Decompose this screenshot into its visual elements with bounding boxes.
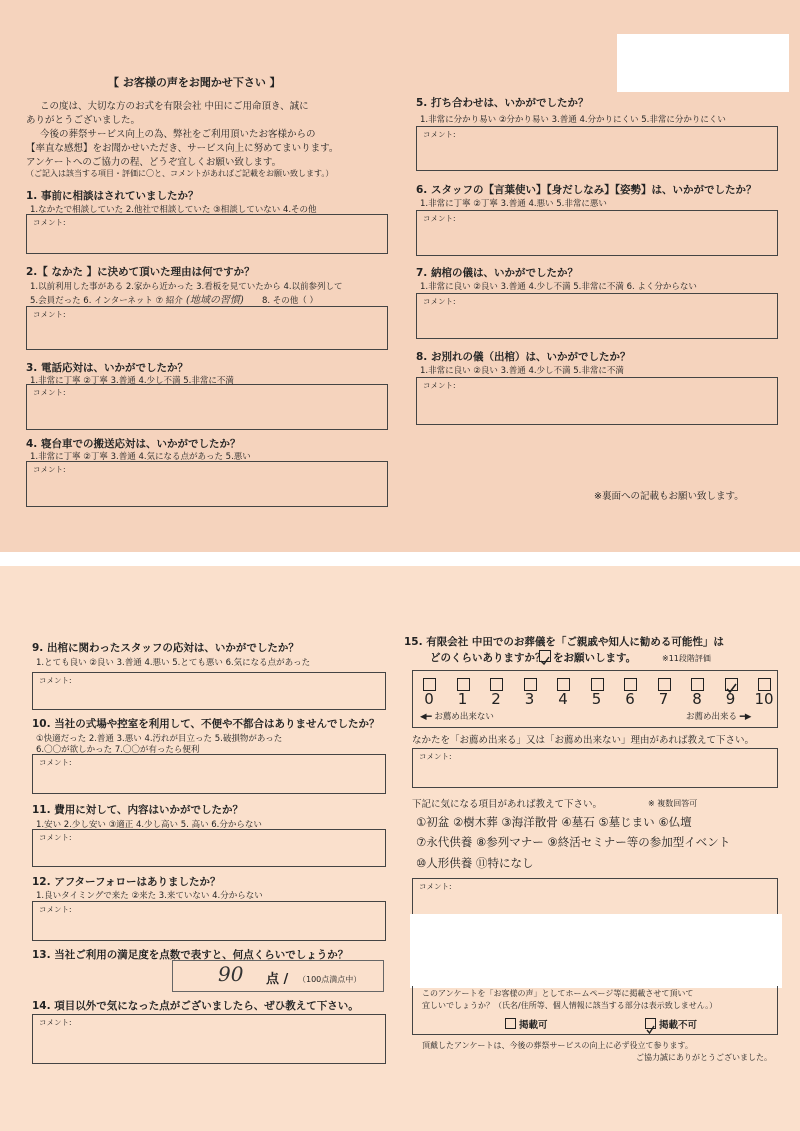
- question-12-options: 1.良いタイミングで来た ②来た 3.来ていない 4.分からない: [36, 891, 263, 901]
- intro-line: 【率直な感想】をお聞かせいただき、サービス向上に努めてまいります。: [26, 143, 339, 154]
- redacted-area: [410, 914, 782, 988]
- consent-allow-checkbox[interactable]: [505, 1018, 516, 1029]
- arrow-right-icon: ━▶: [737, 712, 752, 722]
- question-2-options: 5.会員だった 6. インターネット ⑦ 紹介: [30, 296, 183, 306]
- scale-right-label: [686, 710, 751, 722]
- score-unit: 点 /: [266, 972, 289, 987]
- question-10-options: 6.〇〇が欲しかった 7.〇〇が有ったら便利: [36, 745, 200, 755]
- intro-line: （ご記入は該当する項目・評価に〇と、コメントがあればご記載をお願い致します。）: [26, 169, 334, 178]
- question-10-options: ①快適だった 2.普通 3.悪い 4.汚れが目立った 5.破損物があった: [36, 734, 283, 744]
- reason-box[interactable]: [412, 748, 778, 788]
- survey-back-page: [0, 566, 800, 1131]
- comment-box-14[interactable]: [32, 1014, 386, 1064]
- scale-note: ※11段階評価: [662, 654, 711, 663]
- interest-options: ①初盆 ②樹木葬 ③海洋散骨 ④墓石 ⑤墓じまい ⑥仏壇: [416, 815, 692, 829]
- question-11-options: 1.安い 2.少し安い ③適正 4.少し高い 5. 高い 6.分からない: [36, 820, 262, 830]
- question-8-options: 1.非常に良い ②良い 3.普通 4.少し不満 5.非常に不満: [420, 366, 624, 376]
- satisfaction-score[interactable]: 90: [218, 962, 244, 986]
- comment-label: コメント:: [33, 388, 66, 397]
- survey-front-page: [0, 0, 800, 552]
- question-11: 11. 費用に対して、内容はいかがでしたか？: [32, 804, 244, 816]
- question-14: 14. 項目以外で気になった点がございましたら、ぜひ教えて下さい。: [32, 1000, 359, 1012]
- question-1-options: 1.なかたで相談していた 2.他社で相談していた ③相談していない 4.その他: [30, 205, 317, 215]
- comment-label: コメント:: [39, 833, 72, 842]
- question-4-options: 1.非常に丁寧 ②丁寧 3.普通 4.気になる点があった 5.悪い: [30, 452, 251, 462]
- intro-line: ありがとうございました。: [26, 115, 141, 126]
- scale-right-text: お薦め出来る: [686, 712, 738, 722]
- comment-label: コメント:: [33, 218, 66, 227]
- comment-label: コメント:: [423, 130, 456, 139]
- comment-label: コメント:: [423, 297, 456, 306]
- question-6-options: 1.非常に丁寧 ②丁寧 3.普通 4.悪い 5.非常に悪い: [420, 199, 607, 209]
- rating-number: 10: [754, 690, 774, 708]
- interest-options: ⑩人形供養 ⑪特になし: [416, 856, 534, 870]
- redacted-area: [617, 34, 789, 92]
- handwritten-answer: (地域の習慣): [186, 295, 244, 306]
- comment-box-4[interactable]: [26, 461, 388, 507]
- interest-prompt: 下記に気になる項目があれば教えて下さい。: [412, 799, 603, 810]
- question-15-line3: をお願いします。: [553, 652, 637, 664]
- rating-number: 3: [524, 690, 535, 708]
- comment-box-16[interactable]: [412, 878, 778, 918]
- question-4: 4. 寝台車での搬送応対は、いかがでしたか？: [26, 438, 241, 450]
- comment-label: コメント:: [419, 882, 452, 891]
- rating-number: 6: [625, 690, 635, 708]
- question-9-options: 1.とても良い ②良い 3.普通 4.悪い 5.とても悪い 6.気になる点があった: [36, 658, 311, 668]
- intro-line: この度は、大切な方のお式を有限会社 中田にご用命頂き、誠に: [40, 101, 309, 112]
- consent-deny-label: 掲載不可: [659, 1020, 698, 1031]
- comment-box-10[interactable]: [32, 754, 386, 794]
- rating-number: 9: [725, 690, 736, 708]
- check-sample-icon: [539, 650, 551, 662]
- question-2-options: 8. その他（ ）: [262, 296, 319, 306]
- comment-box-2[interactable]: [26, 306, 388, 350]
- question-5-options: 1.非常に分かり易い ②分かり易い 3.普通 4.分かりにくい 5.非常に分かりにくい: [420, 115, 726, 125]
- question-3-options: 1.非常に丁寧 ②丁寧 3.普通 4.少し不満 5.非常に不満: [30, 376, 234, 386]
- question-5: 5. 打ち合わせは、いかがでしたか？: [416, 97, 589, 109]
- arrow-left-icon: ◀━: [420, 712, 435, 722]
- question-15: 15. 有限会社 中田でのお葬儀を「ご親戚や知人に勧める可能性」は: [404, 636, 724, 648]
- interest-options: ⑦永代供養 ⑧参列マナー ⑨終活セミナー等の参加型イベント: [416, 835, 731, 849]
- question-6: 6. スタッフの【言葉使い】【身だしなみ】【姿勢】は、いかがでしたか？: [416, 184, 757, 196]
- comment-label: コメント:: [39, 676, 72, 685]
- scale-left-text: お薦め出来ない: [434, 712, 494, 722]
- comment-box-8[interactable]: [416, 377, 778, 425]
- thanks-line: 頂戴したアンケートは、今後の葬祭サービスの向上に必ず役立て参ります。: [422, 1041, 693, 1050]
- comment-label: コメント:: [33, 465, 66, 474]
- back-side-note: ※裏面への記載もお願い致します。: [594, 491, 744, 502]
- question-7-options: 1.非常に良い ②良い 3.普通 4.少し不満 5.非常に不満 6. よく分からない: [420, 282, 697, 292]
- comment-label: コメント:: [33, 310, 66, 319]
- question-13: 13. 当社ご利用の満足度を点数で表すと、何点くらいでしょうか？: [32, 949, 349, 961]
- question-1: 1. 事前に相談はされていましたか？: [26, 190, 199, 202]
- question-15-line2: どのくらいありますか？: [430, 652, 546, 664]
- survey-title: 【 お客様の声をお聞かせ下さい 】: [108, 76, 281, 89]
- rating-number: 2: [491, 690, 501, 708]
- intro-line: アンケートへのご協力の程、どうぞ宜しくお願い致します。: [26, 157, 282, 168]
- comment-label: コメント:: [419, 752, 452, 761]
- comment-label: コメント:: [39, 1018, 72, 1027]
- comment-box-12[interactable]: [32, 901, 386, 941]
- comment-box-11[interactable]: [32, 829, 386, 867]
- rating-number: 5: [591, 690, 602, 708]
- comment-label: コメント:: [423, 214, 456, 223]
- scale-left-label: [420, 710, 494, 722]
- comment-label: コメント:: [39, 905, 72, 914]
- question-10: 10. 当社の式場や控室を利用して、不便や不都合はありませんでしたか？: [32, 718, 380, 730]
- intro-line: 今後の葬祭サービス向上の為、弊社をご利用頂いたお客様からの: [40, 129, 316, 140]
- question-3: 3. 電話応対は、いかがでしたか？: [26, 362, 188, 374]
- score-note: （100点満点中）: [298, 975, 362, 984]
- comment-box-5[interactable]: [416, 126, 778, 171]
- comment-box-9[interactable]: [32, 672, 386, 710]
- question-9: 9. 出棺に関わったスタッフの応対は、いかがでしたか？: [32, 642, 299, 654]
- consent-text: このアンケートを「お客様の声」としてホームページ等に掲載させて頂いて: [422, 989, 694, 998]
- multi-answer-note: ※ 複数回答可: [648, 799, 698, 808]
- comment-box-1[interactable]: [26, 214, 388, 254]
- comment-box-3[interactable]: [26, 384, 388, 430]
- comment-label: コメント:: [39, 758, 72, 767]
- rating-number: 4: [558, 690, 568, 708]
- comment-box-7[interactable]: [416, 293, 778, 339]
- rating-number: 1: [457, 690, 468, 708]
- rating-number: 7: [658, 690, 669, 708]
- rating-number: 8: [692, 690, 702, 708]
- question-2-options: 1.以前利用した事がある 2.家から近かった 3.看板を見ていたから 4.以前参列して: [30, 282, 343, 292]
- question-8: 8. お別れの儀（出棺）は、いかがでしたか？: [416, 351, 631, 363]
- comment-box-6[interactable]: [416, 210, 778, 256]
- consent-text: 宜しいでしょうか？（氏名/住所等、個人情報に該当する部分は表示致しません。）: [422, 1001, 718, 1010]
- comment-label: コメント:: [423, 381, 456, 390]
- question-7: 7. 納棺の儀は、いかがでしたか？: [416, 267, 578, 279]
- consent-allow-label: 掲載可: [519, 1020, 548, 1031]
- rating-number: 0: [424, 690, 434, 708]
- thanks-line: ご協力誠にありがとうございました。: [636, 1053, 772, 1062]
- consent-deny-checkbox[interactable]: [645, 1018, 656, 1029]
- reason-prompt: なかたを「お薦め出来る」又は「お薦め出来ない」理由があれば教えて下さい。: [412, 735, 755, 746]
- question-12: 12. アフターフォローはありましたか？: [32, 876, 221, 888]
- question-2: 2.【 なかた 】に決めて頂いた理由は何ですか？: [26, 266, 255, 278]
